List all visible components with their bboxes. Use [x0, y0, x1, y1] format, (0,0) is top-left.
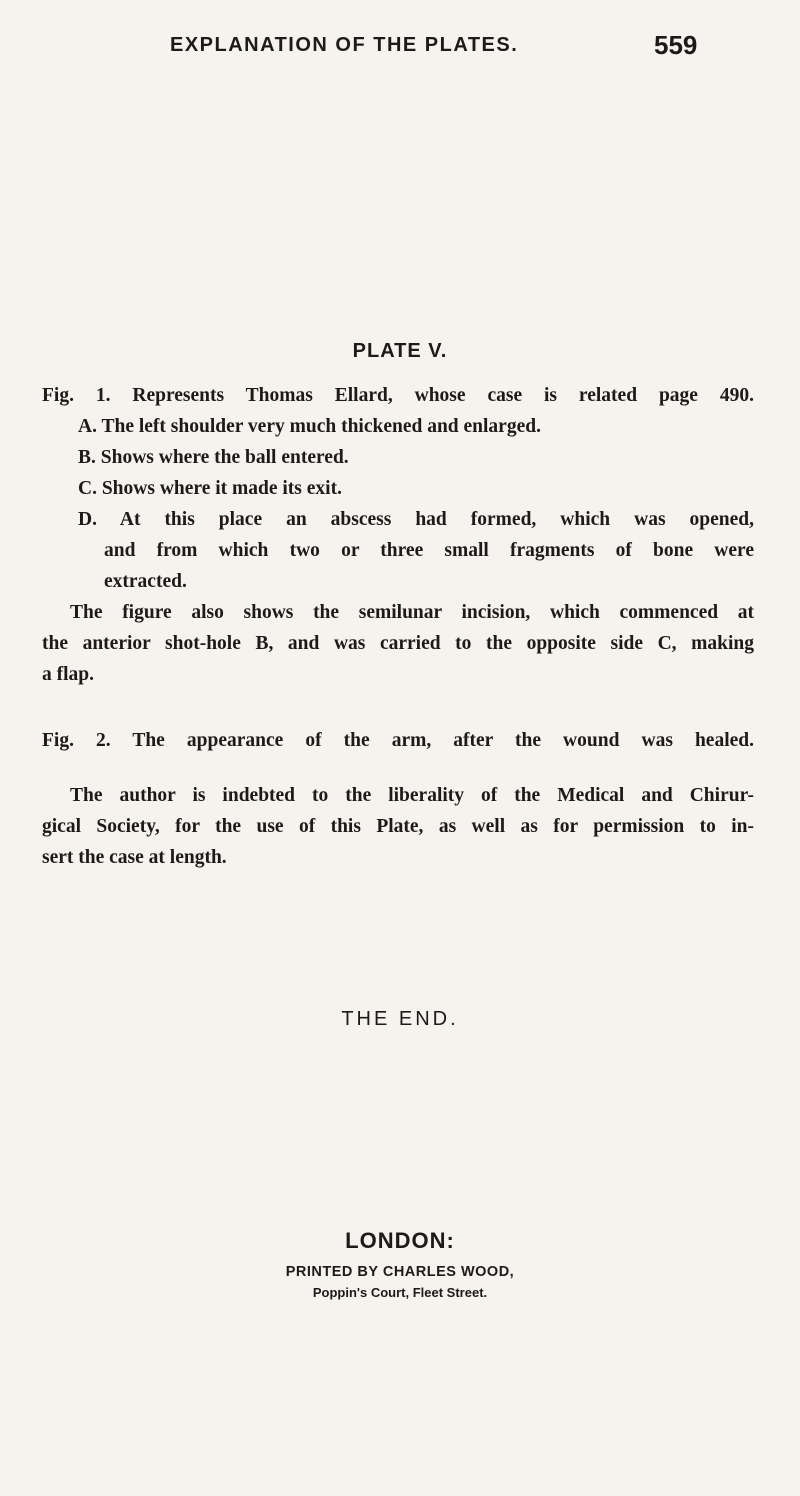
fig-1-item-d-line-3: extracted.	[104, 571, 187, 592]
running-title: EXPLANATION OF THE PLATES.	[170, 34, 519, 56]
fig-1-description	[42, 380, 754, 690]
acknowledgement-line-3: sert the case at length.	[42, 847, 227, 868]
plate-title: PLATE V.	[352, 340, 448, 362]
fig-2-description	[42, 725, 754, 756]
fig-1-item-c: C. Shows where it made its exit.	[78, 478, 342, 499]
fig-1-note-line-1: The figure also shows the semilunar incision, which commenced at	[70, 602, 754, 623]
fig-1-note-line-2: the anterior shot-hole B, and was carried to the opposite side C, making	[42, 633, 754, 654]
fig-1-note-line-3: a flap.	[42, 664, 95, 685]
fig-1-item-a: A. The left shoulder very much thickened and enlarged.	[78, 416, 541, 437]
acknowledgement	[42, 780, 754, 873]
fig-1-heading: Fig. 1. Represents Thomas Ellard, whose case is related page 490.	[42, 385, 754, 406]
the-end: THE END.	[341, 1008, 459, 1030]
imprint-address: Poppin's Court, Fleet Street.	[312, 1285, 488, 1300]
fig-1-item-d-line-1: D. At this place an abscess had formed, which was opened,	[78, 509, 754, 530]
imprint	[0, 1225, 800, 1303]
acknowledgement-line-1: The author is indebted to the liberality of the Medical and Chirur-	[70, 785, 754, 806]
imprint-printer: PRINTED BY CHARLES WOOD,	[285, 1264, 515, 1280]
imprint-city: LONDON:	[345, 1228, 455, 1253]
running-head	[0, 30, 800, 70]
page-number: 559	[654, 30, 698, 60]
acknowledgement-line-2: gical Society, for the use of this Plate, as well as for permission to in-	[42, 816, 754, 837]
fig-1-item-d-line-2: and from which two or three small fragments of bone were	[104, 540, 754, 561]
fig-2-heading: Fig. 2. The appearance of the arm, after the wound was healed.	[42, 730, 754, 751]
fig-1-item-b: B. Shows where the ball entered.	[78, 447, 349, 468]
